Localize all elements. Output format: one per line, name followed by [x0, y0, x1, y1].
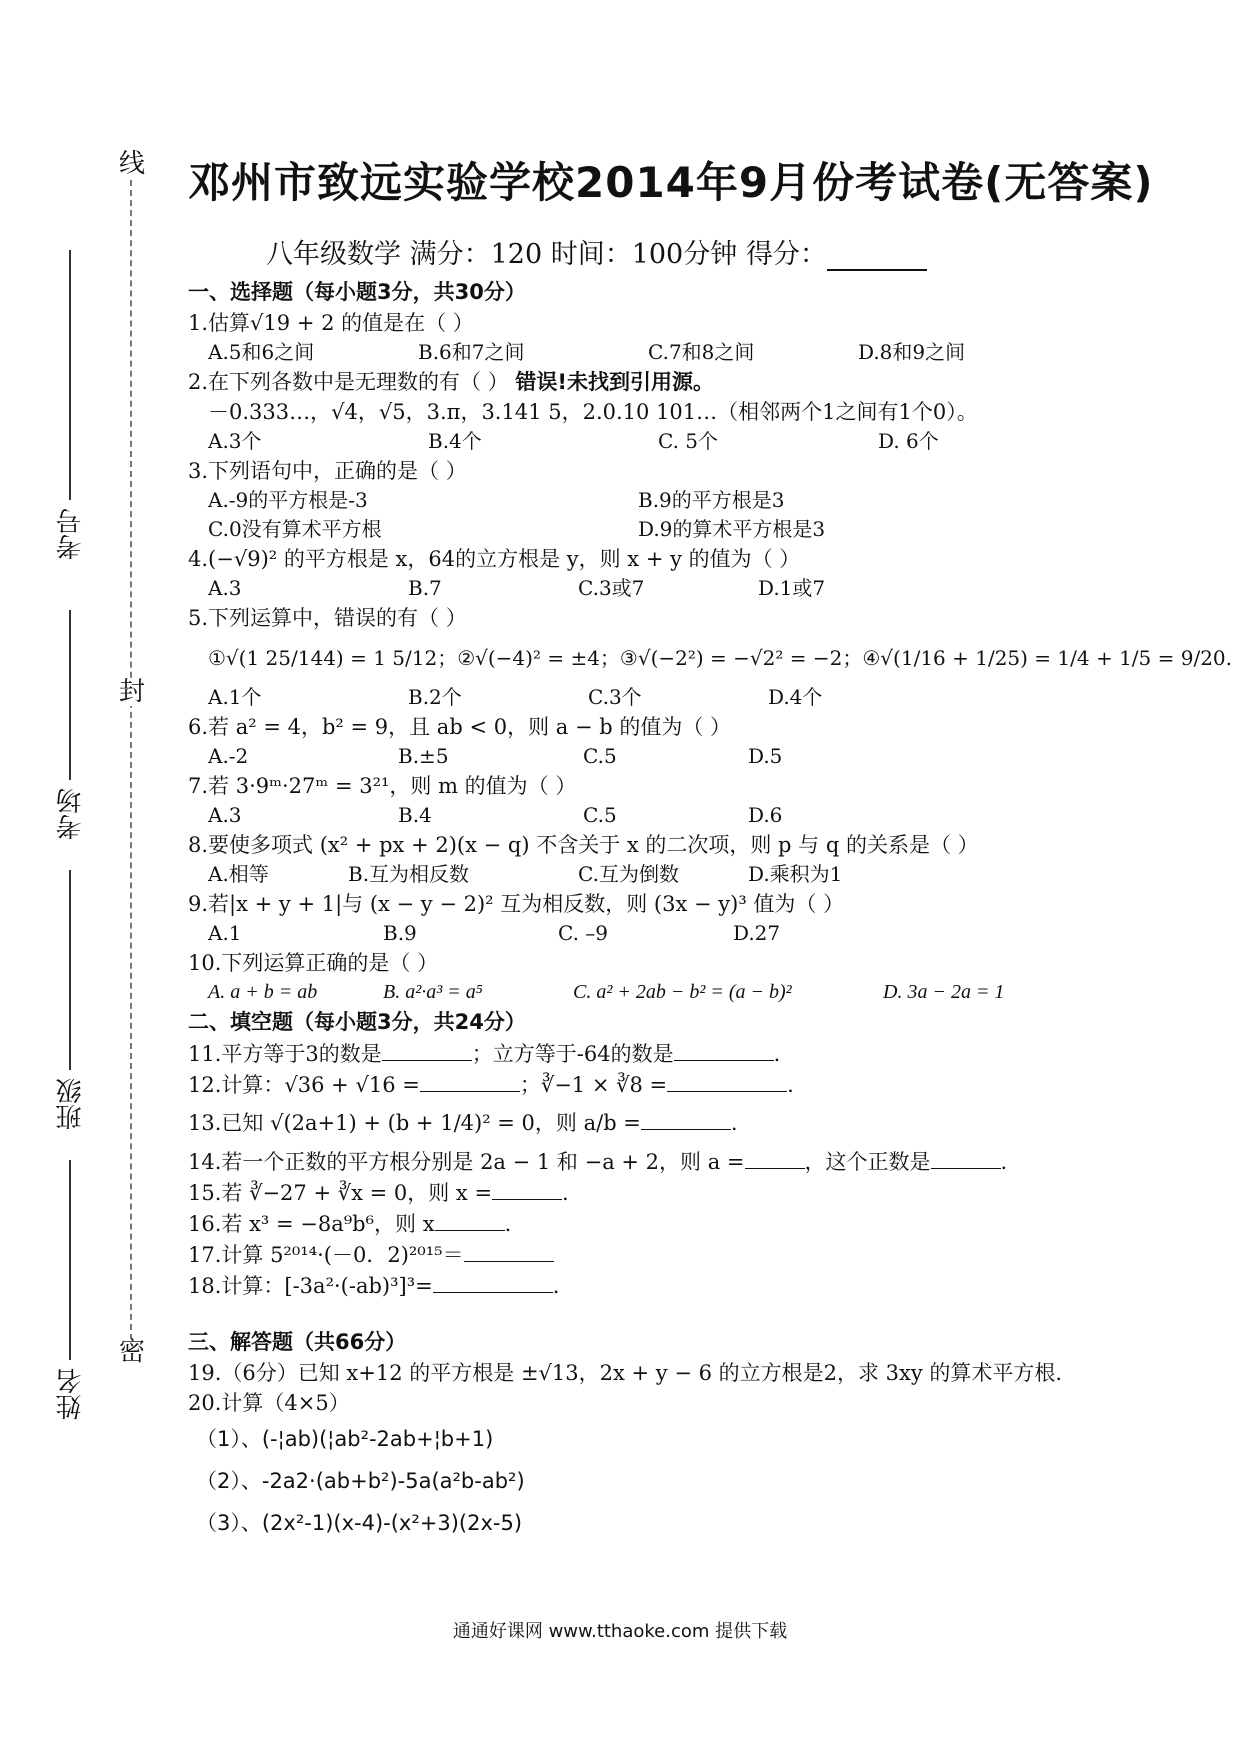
option[interactable]: D.27 [733, 921, 781, 945]
question-20: 20.计算（4×5） [188, 1391, 350, 1415]
option[interactable]: D.5 [748, 744, 783, 768]
question-6: 6.若 a² = 4，b² = 9，且 ab < 0，则 a − b 的值为（ ） [188, 715, 732, 739]
fill-11 [188, 1038, 1188, 1069]
fill-text: 16.若 x³ = −8a⁹b⁶，则 x [188, 1212, 435, 1236]
options-10 [188, 978, 1188, 1007]
fill-text: . [504, 1212, 512, 1236]
option[interactable]: C. a² + 2ab − b² = (a − b)² [573, 981, 792, 1003]
question-9: 9.若|x + y + 1|与 (x − y − 2)² 互为相反数，则 (3x − y)³ 值为（ ） [188, 892, 845, 916]
fill-text: 14.若一个正数的平方根分别是 2a − 1 和 −a + 2，则 a = [188, 1150, 745, 1174]
option[interactable]: D.6 [748, 803, 783, 827]
answer-blank[interactable] [745, 1146, 805, 1169]
seal-word-mi: 密 [118, 1337, 145, 1367]
option[interactable]: B.4个 [428, 429, 482, 453]
fill-12 [188, 1069, 1188, 1100]
page-title: 邓州市致远实验学校2014年9月份考试卷(无答案) [188, 158, 1154, 207]
field-underline [70, 1160, 72, 1360]
option[interactable]: D.4个 [768, 685, 823, 709]
options-8 [188, 860, 1188, 889]
question-10: 10.下列运算正确的是（ ） [188, 951, 439, 975]
option[interactable]: A.5和6之间 [208, 340, 315, 364]
question-19: 19.（6分）已知 x+12 的平方根是 ±√13，2x + y − 6 的立方根是2，求 3xy 的算术平方根. [188, 1361, 1063, 1385]
option[interactable]: B.6和7之间 [418, 340, 525, 364]
section-choice-heading: 一、选择题（每小题3分，共30分） [188, 280, 526, 304]
options-5 [188, 683, 1188, 712]
option[interactable]: C.5 [583, 803, 617, 827]
fill-text: 13.已知 √(2a+1) + (b + 1/4)² = 0，则 a/b = [188, 1111, 641, 1135]
option[interactable]: C. –9 [558, 921, 609, 945]
field-label: 考场 [56, 788, 86, 840]
option[interactable]: C.0没有算术平方根 [208, 517, 382, 541]
fill-text: 18.计算：[-3a²·(-ab)³]³= [188, 1274, 433, 1298]
field-name [52, 1160, 89, 1420]
fill-text: 15.若 ∛−27 + ∛x = 0，则 x = [188, 1181, 493, 1205]
fill-text: ，这个正数是 [804, 1150, 931, 1174]
fill-text: . [562, 1181, 569, 1205]
fill-text: . [730, 1111, 738, 1135]
field-underline [70, 870, 72, 1070]
exam-info [266, 232, 1188, 271]
options-7 [188, 801, 1188, 830]
options-2 [188, 427, 1188, 456]
answer-blank[interactable] [420, 1069, 520, 1092]
option[interactable]: D.1或7 [758, 576, 826, 600]
seal-word-feng: 封 [118, 677, 145, 707]
option[interactable]: C.7和8之间 [648, 340, 755, 364]
fill-15 [188, 1177, 1188, 1208]
fill-18 [188, 1270, 1188, 1301]
fill-text: 12.计算：√36 + √16 = [188, 1073, 420, 1097]
question-8: 8.要使多项式 (x² + px + 2)(x − q) 不含关于 x 的二次项，则 p 与 q 的关系是（ ） [188, 833, 979, 857]
field-exam-number [52, 250, 89, 560]
fill-13 [188, 1100, 1188, 1146]
answer-blank[interactable] [674, 1038, 774, 1061]
footer-source: 通通好课网 www.tthaoke.com 提供下载 [452, 1621, 788, 1642]
question-7: 7.若 3·9ᵐ·27ᵐ = 3²¹，则 m 的值为（ ） [188, 774, 577, 798]
options-3a [188, 486, 1188, 515]
answer-blank[interactable] [382, 1038, 472, 1061]
fill-17 [188, 1239, 1188, 1270]
section-solve-heading: 三、解答题（共66分） [188, 1330, 407, 1354]
field-underline [70, 250, 72, 500]
options-3b [188, 515, 1188, 544]
option[interactable]: D.9的算术平方根是3 [638, 517, 826, 541]
option[interactable]: A. a + b = ab [208, 981, 318, 1003]
question-2-text: 2.在下列各数中是无理数的有（ ） [188, 370, 509, 394]
option[interactable]: A.-2 [208, 744, 249, 768]
exam-body [188, 150, 1233, 1544]
option[interactable]: B.9的平方根是3 [638, 488, 785, 512]
field-label: 姓名 [56, 1368, 86, 1420]
field-label: 考号 [56, 508, 86, 560]
options-4 [188, 574, 1188, 603]
field-class [52, 870, 89, 1130]
question-1: 1.估算√19 + 2 的值是在（ ） [188, 311, 474, 335]
answer-blank[interactable] [433, 1270, 553, 1293]
option[interactable]: B. a²·a³ = a⁵ [383, 981, 483, 1003]
option[interactable]: A.相等 [208, 862, 269, 886]
question-5-formulas: ①√(1 25/144) = 1 5/12；②√(−4)² = ±4；③√(−2²) = −√2² = −2；④√(1/16 + 1/25) = 1/4 + 1/5 = 9/20. [208, 646, 1233, 670]
fill-text: ；∛−1 × ∛8 = [519, 1073, 668, 1097]
answer-blank[interactable] [464, 1239, 554, 1262]
option[interactable]: B.互为相反数 [348, 862, 470, 886]
answer-blank[interactable] [667, 1069, 787, 1092]
question-3: 3.下列语句中，正确的是（ ） [188, 459, 467, 483]
options-1 [188, 338, 1188, 367]
question-2-numbers: －0.333…，√4，√5，3.π，3.141 5，2.0.10 101…（相邻两个1之间有1个0）。 [208, 400, 978, 424]
score-blank[interactable] [827, 243, 927, 271]
fill-text: 17.计算 5²⁰¹⁴·(－0．2)²⁰¹⁵＝ [188, 1243, 464, 1267]
answer-blank[interactable] [931, 1146, 1001, 1169]
option[interactable]: C.5 [583, 744, 617, 768]
fill-text: . [1000, 1150, 1008, 1174]
fill-text: 11.平方等于3的数是 [188, 1042, 382, 1066]
section-fill-heading: 二、填空题（每小题3分，共24分） [188, 1010, 526, 1034]
option[interactable]: D.8和9之间 [858, 340, 966, 364]
calc-item-3: （3）、(2x²-1)(x-4)-(x²+3)(2x-5) [196, 1511, 523, 1535]
field-exam-room [52, 610, 89, 840]
answer-blank[interactable] [435, 1208, 505, 1231]
reference-error: 错误!未找到引用源。 [515, 370, 714, 394]
answer-blank[interactable] [641, 1107, 731, 1130]
option[interactable]: A.1个 [208, 685, 262, 709]
question-2 [188, 367, 1188, 397]
option[interactable]: B.7 [408, 576, 442, 600]
fill-text: . [773, 1042, 781, 1066]
option[interactable]: C.互为倒数 [578, 862, 679, 886]
question-4: 4.(−√9)² 的平方根是 x，64的立方根是 y，则 x + y 的值为（ ） [188, 547, 801, 571]
exam-info-text: 八年级数学 满分：120 时间：100分钟 得分： [266, 239, 827, 270]
calc-item-1: （1）、(-¦ab)(¦ab²-2ab+¦b+1) [196, 1427, 494, 1451]
fill-text: ；立方等于-64的数是 [471, 1042, 674, 1066]
fill-16 [188, 1208, 1188, 1239]
fill-14 [188, 1146, 1188, 1177]
option[interactable]: A.3 [208, 803, 242, 827]
option[interactable]: D. 6个 [878, 429, 939, 453]
option[interactable]: C.3个 [588, 685, 642, 709]
fill-text: . [552, 1274, 560, 1298]
field-label: 班级 [56, 1078, 86, 1130]
option[interactable]: B.9 [383, 921, 417, 945]
option[interactable]: C. 5个 [658, 429, 719, 453]
options-9 [188, 919, 1188, 948]
fill-text: . [787, 1073, 794, 1097]
binding-dashed-line [130, 180, 132, 1340]
question-5: 5.下列运算中，错误的有（ ） [188, 606, 467, 630]
seal-word-xian: 线 [118, 149, 145, 179]
field-underline [70, 610, 72, 780]
option[interactable]: A.1 [208, 921, 242, 945]
calc-item-2: （2）、-2a2·(ab+b²)-5a(a²b-ab²) [196, 1469, 525, 1493]
option[interactable]: A.3个 [208, 429, 262, 453]
option[interactable]: B.2个 [408, 685, 462, 709]
option[interactable]: D. 3a − 2a = 1 [883, 981, 1005, 1003]
option[interactable]: B.4 [398, 803, 432, 827]
option[interactable]: A.-9的平方根是-3 [208, 488, 368, 512]
options-6 [188, 742, 1188, 771]
option[interactable]: A.3 [208, 576, 242, 600]
answer-blank[interactable] [492, 1177, 562, 1200]
binding-strip [30, 149, 150, 1420]
option[interactable]: D.乘积为1 [748, 862, 843, 886]
option[interactable]: C.3或7 [578, 576, 645, 600]
option[interactable]: B.±5 [398, 744, 449, 768]
